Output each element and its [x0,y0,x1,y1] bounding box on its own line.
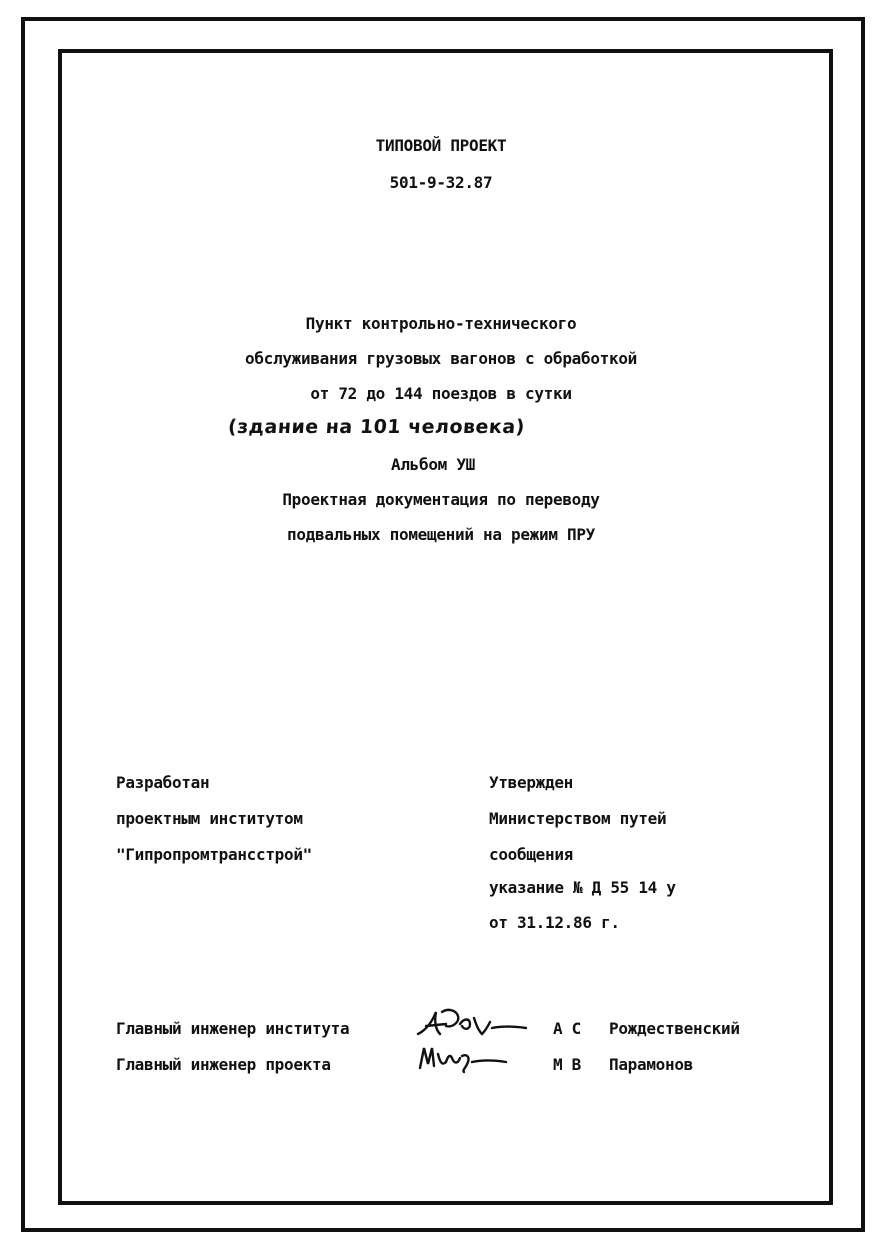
approved-date: от 31.12.86 г. [489,913,620,932]
approved-order: указание № Д 55 14 у [489,878,676,897]
signatory-initials-1: А С [553,1019,581,1038]
signatory-role-2: Главный инженер проекта [116,1055,331,1074]
title-line-1: Пункт контрольно-технического [305,314,577,333]
handwritten-note: (здание на 101 человека) [227,416,526,438]
album-label: Альбом УШ [391,455,475,474]
title-line-3: от 72 до 144 поездов в сутки [310,384,572,403]
signatory-role-1: Главный инженер института [116,1019,350,1038]
signatory-name-1: Рождественский [609,1019,740,1038]
signature-1 [412,1004,530,1044]
developed-institute: проектным институтом [116,809,303,828]
signatory-initials-2: М В [553,1055,581,1074]
approved-label: Утвержден [489,773,573,792]
developed-label: Разработан [116,773,210,792]
doc-type: ТИПОВОЙ ПРОЕКТ [375,136,507,155]
developed-org-name: "Гипропромтрансстрой" [116,845,312,864]
signatory-name-2: Парамонов [609,1055,693,1074]
project-number: 501-9-32.87 [389,173,493,192]
approved-ministry: Министерством путей [489,809,667,828]
subtitle-line-1: Проектная документация по переводу [282,490,600,509]
title-line-2: обслуживания грузовых вагонов с обработкой [245,349,637,368]
signature-2 [416,1040,508,1076]
approved-ministry-cont: сообщения [489,845,573,864]
subtitle-line-2: подвальных помещений на режим ПРУ [287,525,595,544]
